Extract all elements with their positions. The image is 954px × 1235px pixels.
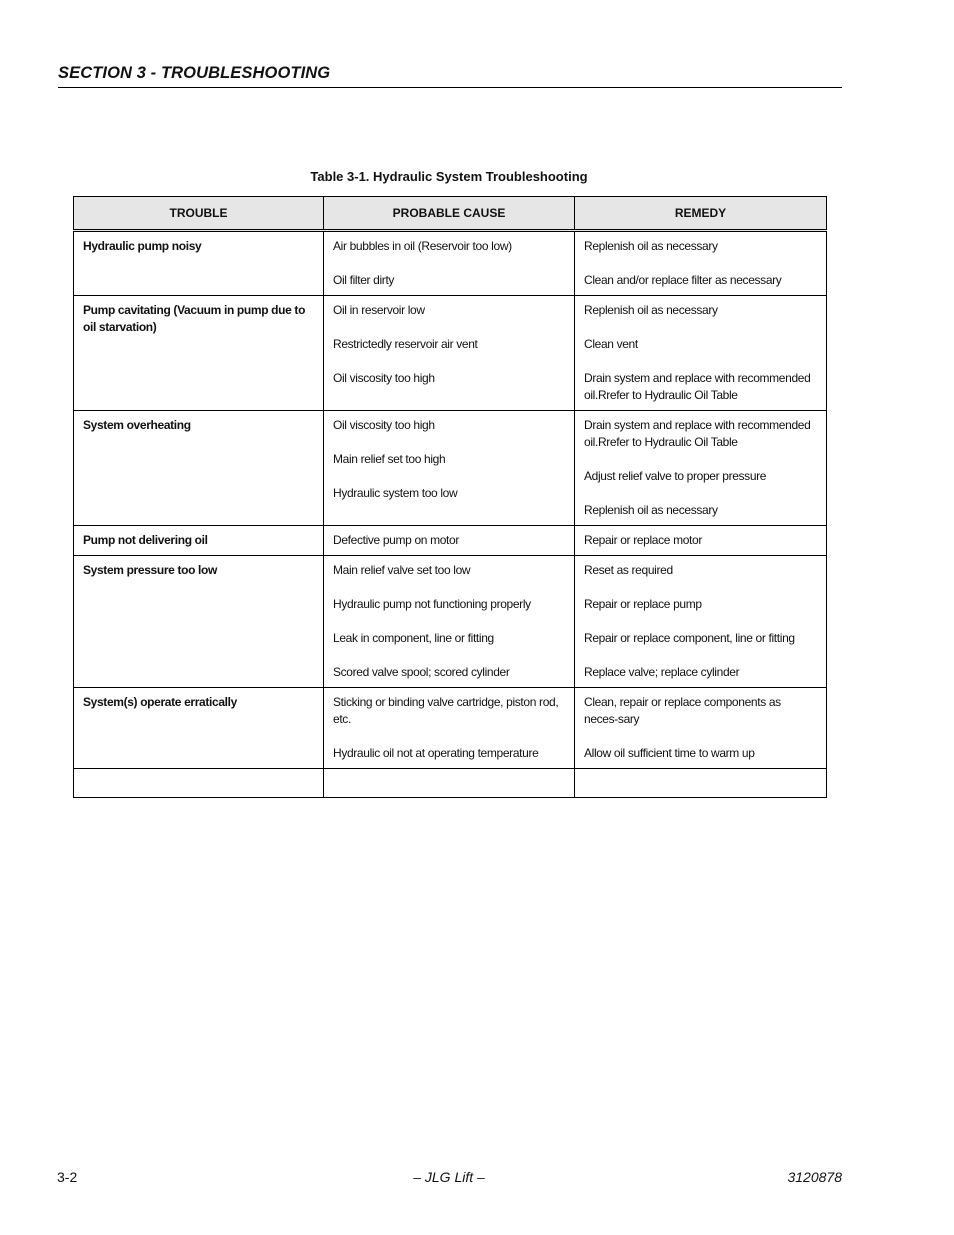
table-row [74,231,827,296]
table-header-row [74,197,827,231]
cause-entry: Scored valve spool; scored cylinder [333,665,510,679]
page-number: 3-2 [57,1169,78,1185]
remedy-cell [575,556,827,688]
remedy-entry: Clean and/or replace filter as necessary [584,273,782,287]
probable-cause-cell [324,296,575,411]
remedy-entry: Replace valve; replace cylinder [584,665,740,679]
troubleshooting-table [73,196,827,798]
cause-entry: Hydraulic pump not functioning properly [333,597,531,611]
remedy-entry: Replenish oil as necessary [584,239,718,253]
remedy-entry: Drain system and replace with recommended oil.Rrefer to Hydraulic Oil Table [584,371,811,402]
table-row [74,688,827,769]
empty-cell [74,769,324,798]
remedy-cell [575,411,827,526]
cause-entry: Hydraulic oil not at operating temperature [333,746,539,760]
remedy-cell [575,231,827,296]
cause-entry: Defective pump on motor [333,533,460,547]
remedy-cell [575,296,827,411]
cause-entry: Air bubbles in oil (Reservoir too low) [333,239,512,253]
remedy-entry: Clean vent [584,337,638,351]
probable-cause-cell [324,231,575,296]
cause-entry: Leak in component, line or fitting [333,631,494,645]
table-row [74,526,827,556]
column-header-probable-cause: PROBABLE CAUSE [324,197,575,231]
cause-entry: Oil in reservoir low [333,303,425,317]
remedy-entry: Adjust relief valve to proper pressure [584,469,767,483]
document-number: 3120878 [787,1169,842,1185]
table-row [74,411,827,526]
table-body [74,231,827,798]
cause-entry: Main relief set too high [333,452,446,466]
remedy-entry: Replenish oil as necessary [584,503,718,517]
remedy-entry: Repair or replace pump [584,597,702,611]
cause-entry: Oil filter dirty [333,273,395,287]
cause-entry: Sticking or binding valve cartridge, piston rod, etc. [333,695,559,726]
empty-cell [575,769,827,798]
probable-cause-cell [324,411,575,526]
trouble-cell: Hydraulic pump noisy [74,231,324,296]
table-caption: Table 3-1. Hydraulic System Troubleshooting [310,169,588,184]
probable-cause-cell [324,688,575,769]
remedy-entry: Allow oil sufficient time to warm up [584,746,755,760]
remedy-entry: Replenish oil as necessary [584,303,718,317]
table-row [74,296,827,411]
table-row [74,556,827,688]
remedy-entry: Reset as required [584,563,673,577]
column-header-trouble: TROUBLE [74,197,324,231]
cause-entry: Oil viscosity too high [333,418,435,432]
probable-cause-cell [324,556,575,688]
trouble-cell: Pump cavitating (Vacuum in pump due to oil starvation) [74,296,324,411]
trouble-cell: System overheating [74,411,324,526]
cause-entry: Oil viscosity too high [333,371,435,385]
remedy-entry: Drain system and replace with recommended oil.Rrefer to Hydraulic Oil Table [584,418,811,449]
remedy-entry: Repair or replace component, line or fitting [584,631,795,645]
trouble-cell: Pump not delivering oil [74,526,324,556]
probable-cause-cell [324,526,575,556]
remedy-entry: Clean, repair or replace components as neces-sary [584,695,781,726]
column-header-remedy: REMEDY [575,197,827,231]
table-row-empty [74,769,827,798]
cause-entry: Hydraulic system too low [333,486,458,500]
remedy-cell [575,526,827,556]
section-title: SECTION 3 - TROUBLESHOOTING [58,64,331,82]
empty-cell [324,769,575,798]
remedy-entry: Repair or replace motor [584,533,703,547]
cause-entry: Main relief valve set too low [333,563,471,577]
trouble-cell: System(s) operate erratically [74,688,324,769]
section-header [58,64,842,88]
remedy-cell [575,688,827,769]
trouble-cell: System pressure too low [74,556,324,688]
footer-brand: – JLG Lift – [413,1169,485,1185]
cause-entry: Restrictedly reservoir air vent [333,337,478,351]
